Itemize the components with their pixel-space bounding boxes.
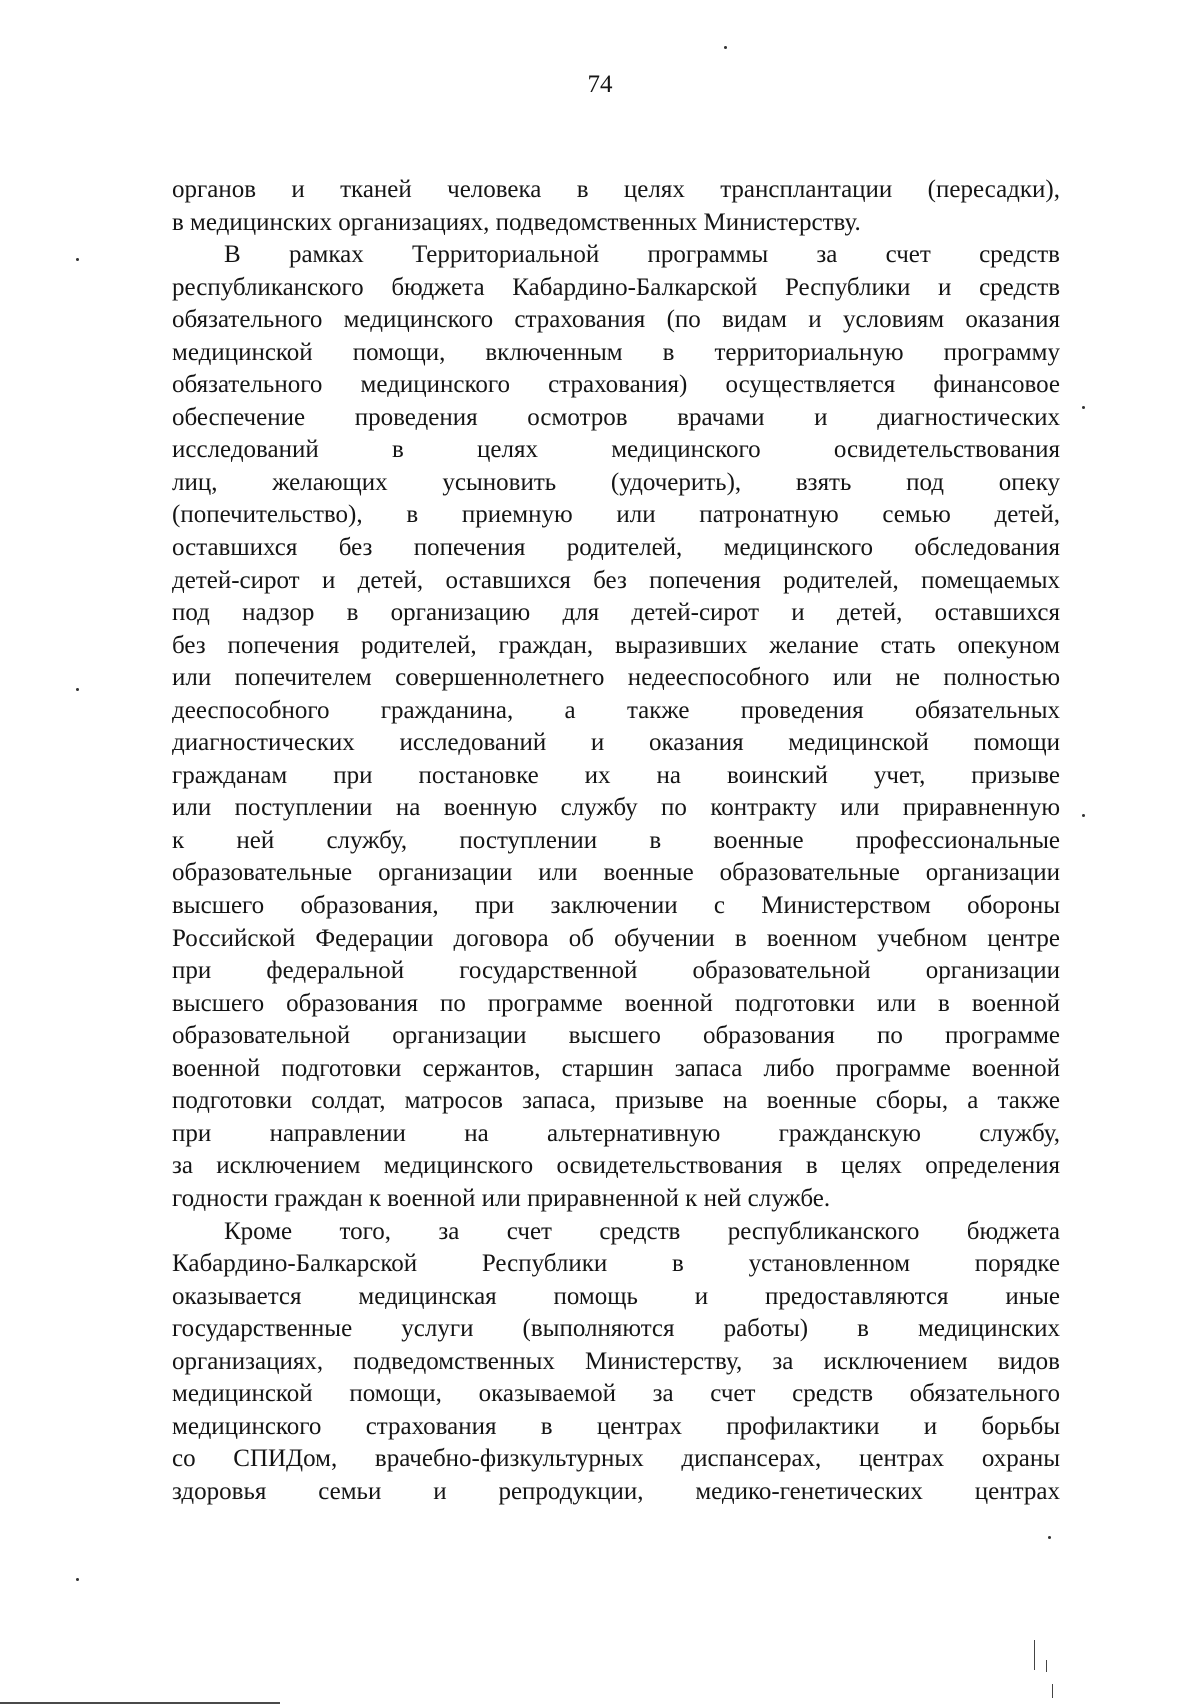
text-line: или поступлении на военную службу по контракту или приравненную: [172, 794, 1060, 822]
text-line: образовательные организации или военные образовательные организации: [172, 859, 1060, 887]
text-line: В рамках Территориальной программы за счет средств: [224, 241, 1060, 269]
text-line: оказывается медицинская помощь и предоставляются иные: [172, 1282, 1060, 1310]
text-line: органов и тканей человека в целях трансплантации (пересадки),: [172, 176, 1060, 203]
text-line: высшего образования, при заключении с Министерством обороны: [172, 892, 1060, 920]
text-line: здоровья семьи и репродукции, медико-генетических центрах: [172, 1477, 1060, 1505]
text-line: под надзор в организацию для детей-сирот и детей, оставшихся: [172, 599, 1060, 627]
text-line: Российской Федерации договора об обучении в военном учебном центре: [172, 924, 1060, 952]
scan-speck: [76, 258, 79, 261]
text-line: обязательного медицинского страхования) осуществляется финансовое: [172, 371, 1060, 399]
text-line: медицинской помощи, включенным в территориальную программу: [172, 338, 1060, 366]
text-line: медицинского страхования в центрах профилактики и борьбы: [172, 1412, 1060, 1440]
scan-edge-line: [0, 1702, 280, 1704]
text-line: диагностических исследований и оказания медицинской помощи: [172, 729, 1060, 757]
text-line: исследований в целях медицинского освидетельствования: [172, 436, 1060, 464]
scan-mark: [1046, 1660, 1047, 1672]
text-line: к ней службу, поступлении в военные профессиональные: [172, 826, 1060, 854]
text-line: детей-сирот и детей, оставшихся без попечения родителей, помещаемых: [172, 566, 1060, 594]
text-line: (попечительство), в приемную или патронатную семью детей,: [172, 501, 1060, 529]
text-line: Кабардино-Балкарской Республики в установленном порядке: [172, 1250, 1060, 1278]
scan-mark: [1034, 1640, 1035, 1670]
text-line: со СПИДом, врачебно-физкультурных диспансерах, центрах охраны: [172, 1445, 1060, 1473]
page-number: 74: [587, 71, 613, 98]
text-line: оставшихся без попечения родителей, медицинского обследования: [172, 534, 1060, 562]
paragraph-2: [172, 239, 1060, 1215]
text-line: или попечителем совершеннолетнего недееспособного или не полностью: [172, 664, 1060, 692]
text-line: гражданам при постановке их на воинский учет, призыве: [172, 761, 1060, 789]
text-line: республиканского бюджета Кабардино-Балкарской Республики и средств: [172, 273, 1060, 301]
text-line: при направлении на альтернативную гражданскую службу,: [172, 1119, 1060, 1147]
text-line: дееспособного гражданина, а также проведения обязательных: [172, 696, 1060, 724]
scan-speck: [724, 46, 727, 49]
scan-speck: [1048, 1536, 1051, 1539]
text-line: обеспечение проведения осмотров врачами и диагностических: [172, 403, 1060, 431]
body-text: [172, 174, 1060, 1508]
text-line: в медицинских организациях, подведомственных Министерству.: [172, 208, 861, 236]
text-line: подготовки солдат, матросов запаса, призыве на военные сборы, а также: [172, 1087, 1060, 1115]
text-line: за исключением медицинского освидетельствования в целях определения: [172, 1152, 1060, 1180]
paragraph-1: [172, 174, 1060, 239]
text-line: высшего образования по программе военной подготовки или в военной: [172, 989, 1060, 1017]
text-line: обязательного медицинского страхования (по видам и условиям оказания: [172, 306, 1060, 334]
scan-speck: [1082, 406, 1085, 409]
text-line: образовательной организации высшего образования по программе: [172, 1022, 1060, 1050]
text-line: лиц, желающих усыновить (удочерить), взять под опеку: [172, 468, 1060, 496]
text-line: при федеральной государственной образовательной организации: [172, 957, 1060, 985]
text-line: государственные услуги (выполняются работы) в медицинских: [172, 1315, 1060, 1343]
paragraph-3: [172, 1216, 1060, 1509]
text-line: годности граждан к военной или приравненной к ней службе.: [172, 1184, 831, 1212]
text-line: медицинской помощи, оказываемой за счет средств обязательного: [172, 1380, 1060, 1408]
scan-speck: [76, 688, 79, 691]
text-line: военной подготовки сержантов, старшин запаса либо программе военной: [172, 1054, 1060, 1082]
scan-speck: [1082, 814, 1085, 817]
scan-mark: [1052, 1684, 1053, 1698]
text-line: Кроме того, за счет средств республиканского бюджета: [224, 1217, 1060, 1245]
text-line: без попечения родителей, граждан, выразивших желание стать опекуном: [172, 631, 1060, 659]
text-line: организациях, подведомственных Министерству, за исключением видов: [172, 1347, 1060, 1375]
scan-speck: [76, 1578, 79, 1581]
